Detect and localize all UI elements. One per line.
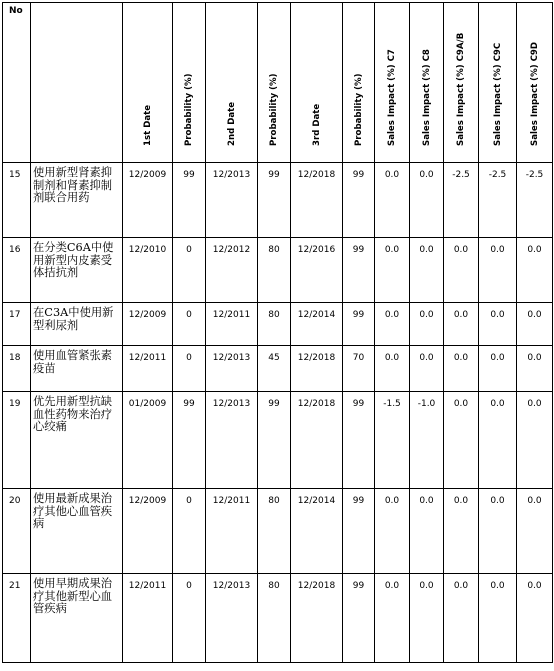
cell-2nd-date: 12/2013 [206, 392, 258, 489]
cell-probability-1: 0 [173, 489, 206, 574]
header-description [31, 3, 123, 163]
cell-sales-impact-c9d: 0.0 [517, 489, 553, 574]
row-description: 使用最新成果治疗其他心血管疾病 [31, 489, 123, 574]
header-row [3, 3, 553, 163]
row-number: 17 [3, 303, 31, 346]
cell-probability-1: 0 [173, 238, 206, 303]
cell-2nd-date: 12/2011 [206, 489, 258, 574]
header-sales-impact-c8: Sales Impact (%) C8 [410, 3, 444, 163]
row-description: 使用新型肾素抑制剂和肾素抑制剂联合用药 [31, 163, 123, 238]
row-number: 20 [3, 489, 31, 574]
header-probability-3: Probability (%) [343, 3, 375, 163]
cell-2nd-date: 12/2011 [206, 303, 258, 346]
cell-sales-impact-c7: 0.0 [375, 303, 410, 346]
row-description: 在分类C6A中使用新型内皮素受体拮抗剂 [31, 238, 123, 303]
cell-probability-1: 0 [173, 303, 206, 346]
header-3rd-date: 3rd Date [291, 3, 343, 163]
row-description: 优先用新型抗缺血性药物来治疗心绞痛 [31, 392, 123, 489]
cell-3rd-date: 12/2016 [291, 238, 343, 303]
cell-probability-1: 0 [173, 574, 206, 663]
row-number: 15 [3, 163, 31, 238]
row-description: 使用血管紧张素疫苗 [31, 346, 123, 392]
cell-1st-date: 01/2009 [123, 392, 173, 489]
table-row [3, 574, 553, 663]
table-row [3, 489, 553, 574]
cell-sales-impact-c9d: -2.5 [517, 163, 553, 238]
cell-sales-impact-c7: 0.0 [375, 238, 410, 303]
cell-1st-date: 12/2011 [123, 346, 173, 392]
cell-1st-date: 12/2009 [123, 163, 173, 238]
cell-sales-impact-c9c: 0.0 [479, 303, 517, 346]
table-row [3, 163, 553, 238]
row-number: 16 [3, 238, 31, 303]
cell-probability-2: 99 [258, 392, 291, 489]
cell-probability-3: 99 [343, 238, 375, 303]
cell-probability-1: 99 [173, 392, 206, 489]
cell-sales-impact-c9ab: 0.0 [444, 346, 479, 392]
cell-sales-impact-c9ab: 0.0 [444, 238, 479, 303]
cell-probability-3: 99 [343, 303, 375, 346]
forecast-table [2, 2, 553, 663]
header-2nd-date: 2nd Date [206, 3, 258, 163]
header-probability-1: Probability (%) [173, 3, 206, 163]
row-description: 使用早期成果治疗其他新型心血管疾病 [31, 574, 123, 663]
cell-2nd-date: 12/2012 [206, 238, 258, 303]
cell-3rd-date: 12/2018 [291, 392, 343, 489]
cell-sales-impact-c7: 0.0 [375, 574, 410, 663]
cell-sales-impact-c9c: 0.0 [479, 346, 517, 392]
cell-3rd-date: 12/2014 [291, 489, 343, 574]
row-number: 19 [3, 392, 31, 489]
cell-2nd-date: 12/2013 [206, 163, 258, 238]
cell-sales-impact-c8: 0.0 [410, 238, 444, 303]
cell-sales-impact-c8: -1.0 [410, 392, 444, 489]
table-row [3, 346, 553, 392]
header-probability-2: Probability (%) [258, 3, 291, 163]
cell-sales-impact-c9d: 0.0 [517, 574, 553, 663]
cell-probability-1: 0 [173, 346, 206, 392]
header-sales-impact-c7: Sales Impact (%) C7 [375, 3, 410, 163]
cell-sales-impact-c7: 0.0 [375, 163, 410, 238]
cell-sales-impact-c7: 0.0 [375, 489, 410, 574]
row-description: 在C3A中使用新型利尿剂 [31, 303, 123, 346]
row-number: 18 [3, 346, 31, 392]
cell-sales-impact-c8: 0.0 [410, 303, 444, 346]
cell-sales-impact-c8: 0.0 [410, 163, 444, 238]
cell-probability-1: 99 [173, 163, 206, 238]
cell-sales-impact-c9c: -2.5 [479, 163, 517, 238]
cell-probability-3: 70 [343, 346, 375, 392]
cell-probability-2: 99 [258, 163, 291, 238]
cell-sales-impact-c9ab: 0.0 [444, 392, 479, 489]
cell-1st-date: 12/2009 [123, 303, 173, 346]
header-sales-impact-c9ab: Sales Impact (%) C9A/B [444, 3, 479, 163]
cell-probability-2: 80 [258, 238, 291, 303]
cell-sales-impact-c9ab: -2.5 [444, 163, 479, 238]
cell-1st-date: 12/2010 [123, 238, 173, 303]
cell-sales-impact-c9ab: 0.0 [444, 489, 479, 574]
cell-sales-impact-c9c: 0.0 [479, 392, 517, 489]
cell-probability-3: 99 [343, 163, 375, 238]
cell-probability-2: 80 [258, 489, 291, 574]
cell-sales-impact-c8: 0.0 [410, 346, 444, 392]
cell-sales-impact-c8: 0.0 [410, 574, 444, 663]
header-sales-impact-c9d: Sales Impact (%) C9D [517, 3, 553, 163]
cell-sales-impact-c9ab: 0.0 [444, 574, 479, 663]
header-1st-date: 1st Date [123, 3, 173, 163]
header-no: No [3, 3, 31, 163]
cell-3rd-date: 12/2018 [291, 163, 343, 238]
cell-sales-impact-c9c: 0.0 [479, 238, 517, 303]
cell-sales-impact-c9d: 0.0 [517, 238, 553, 303]
cell-2nd-date: 12/2013 [206, 346, 258, 392]
cell-probability-2: 80 [258, 574, 291, 663]
cell-sales-impact-c9c: 0.0 [479, 574, 517, 663]
cell-probability-2: 80 [258, 303, 291, 346]
cell-sales-impact-c8: 0.0 [410, 489, 444, 574]
header-sales-impact-c9c: Sales Impact (%) C9C [479, 3, 517, 163]
cell-sales-impact-c9ab: 0.0 [444, 303, 479, 346]
cell-probability-3: 99 [343, 574, 375, 663]
cell-3rd-date: 12/2014 [291, 303, 343, 346]
table-row [3, 303, 553, 346]
cell-probability-3: 99 [343, 489, 375, 574]
row-number: 21 [3, 574, 31, 663]
cell-3rd-date: 12/2018 [291, 346, 343, 392]
cell-sales-impact-c9d: 0.0 [517, 392, 553, 489]
cell-sales-impact-c7: -1.5 [375, 392, 410, 489]
cell-1st-date: 12/2009 [123, 489, 173, 574]
table-row [3, 392, 553, 489]
cell-sales-impact-c9d: 0.0 [517, 303, 553, 346]
table-row [3, 238, 553, 303]
cell-probability-3: 99 [343, 392, 375, 489]
cell-1st-date: 12/2011 [123, 574, 173, 663]
cell-sales-impact-c7: 0.0 [375, 346, 410, 392]
cell-probability-2: 45 [258, 346, 291, 392]
cell-sales-impact-c9d: 0.0 [517, 346, 553, 392]
cell-2nd-date: 12/2013 [206, 574, 258, 663]
cell-3rd-date: 12/2018 [291, 574, 343, 663]
cell-sales-impact-c9c: 0.0 [479, 489, 517, 574]
